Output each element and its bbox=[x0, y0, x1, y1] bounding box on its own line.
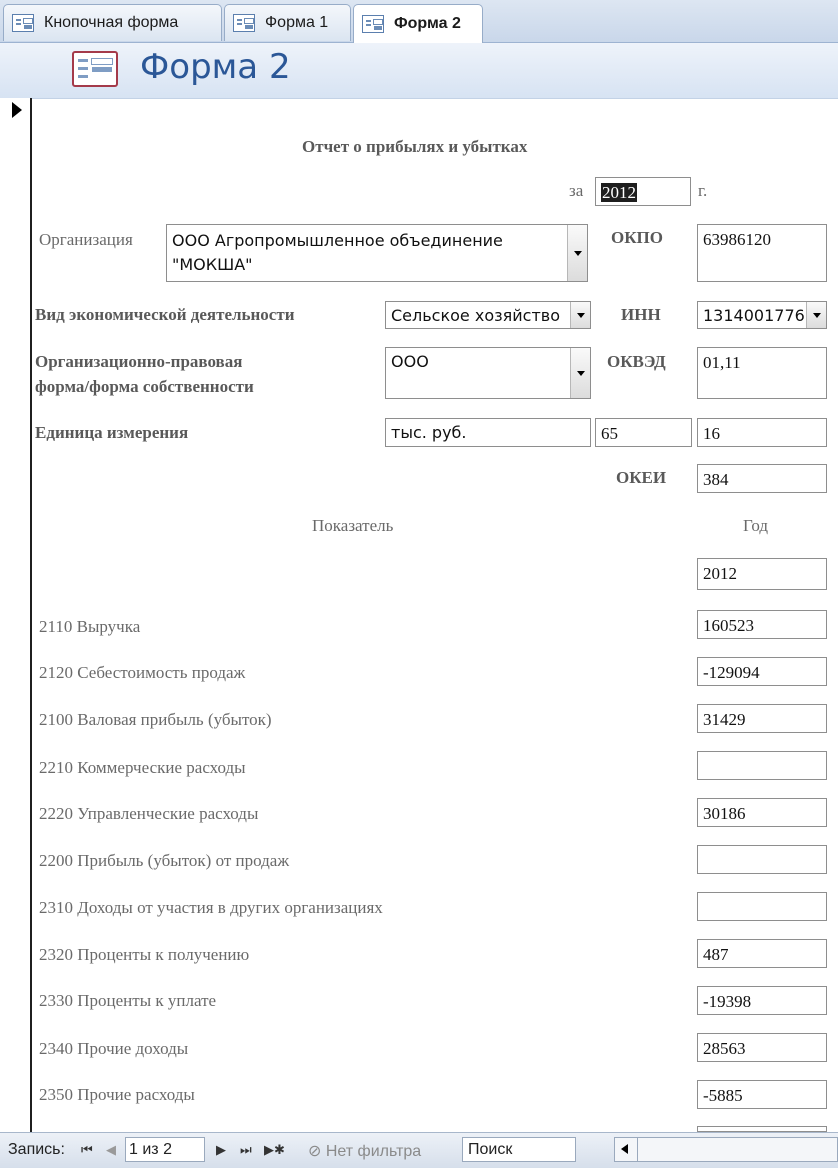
row-label: 2100 Валовая прибыль (убыток) bbox=[39, 710, 272, 729]
row-value-field[interactable]: 31429 bbox=[697, 704, 827, 733]
activity-combobox[interactable]: Сельское хозяйство bbox=[385, 301, 591, 329]
year-column-header: Год bbox=[743, 516, 768, 535]
record-navigation-bar bbox=[0, 1132, 838, 1168]
filter-toggle[interactable]: ⊘ Нет фильтра bbox=[308, 1143, 422, 1160]
filter-icon: ⊘ bbox=[308, 1143, 326, 1160]
okved-label: ОКВЭД bbox=[607, 352, 666, 371]
dropdown-arrow-icon[interactable] bbox=[806, 302, 826, 328]
row-label: 2350 Прочие расходы bbox=[39, 1085, 195, 1104]
form-icon bbox=[12, 14, 34, 32]
next-record-icon[interactable]: ▶ bbox=[216, 1142, 226, 1157]
dropdown-arrow-icon[interactable] bbox=[570, 348, 590, 398]
tab-label: Кнопочная форма bbox=[44, 14, 179, 31]
indicator-column-header: Показатель bbox=[312, 516, 394, 535]
previous-record-icon[interactable]: ◀ bbox=[106, 1142, 116, 1157]
inn-combobox[interactable]: 1314001776 bbox=[697, 301, 827, 329]
document-tab-bar bbox=[0, 0, 838, 43]
unit-code-field[interactable]: 65 bbox=[595, 418, 692, 447]
tab-form-1[interactable] bbox=[224, 4, 351, 41]
okpo-label: ОКПО bbox=[611, 228, 663, 247]
tab-label: Форма 1 bbox=[265, 14, 329, 31]
tab-label: Форма 2 bbox=[394, 15, 461, 32]
row-label: 2220 Управленческие расходы bbox=[39, 804, 259, 823]
record-selector[interactable] bbox=[0, 98, 32, 1132]
form-header bbox=[0, 43, 838, 99]
unit-code2-field[interactable]: 16 bbox=[697, 418, 827, 447]
unit-field[interactable]: тыс. руб. bbox=[385, 418, 591, 447]
row-value-field[interactable]: 160523 bbox=[697, 610, 827, 639]
okei-label: ОКЕИ bbox=[616, 468, 667, 487]
okei-field[interactable]: 384 bbox=[697, 464, 827, 493]
year-column-field[interactable]: 2012 bbox=[697, 558, 827, 590]
row-label: 2110 Выручка bbox=[39, 617, 141, 636]
row-value-field[interactable] bbox=[697, 892, 827, 921]
row-value-field[interactable] bbox=[697, 751, 827, 780]
org-combobox[interactable]: ООО Агропромышленное объединение "МОКША" bbox=[166, 224, 588, 282]
legal-form-combobox[interactable]: ООО bbox=[385, 347, 591, 399]
report-title: Отчет о прибылях и убытках bbox=[302, 137, 528, 156]
okved-field[interactable]: 01,11 bbox=[697, 347, 827, 399]
dropdown-arrow-icon[interactable] bbox=[567, 225, 587, 281]
year-prefix: за bbox=[569, 181, 584, 200]
inn-label: ИНН bbox=[621, 305, 661, 324]
dropdown-arrow-icon[interactable] bbox=[570, 302, 590, 328]
row-value-field[interactable]: 487 bbox=[697, 939, 827, 968]
row-label: 2310 Доходы от участия в других организациях bbox=[39, 898, 383, 917]
last-record-icon[interactable]: ⏭ bbox=[240, 1142, 252, 1157]
row-label: 2200 Прибыль (убыток) от продаж bbox=[39, 851, 290, 870]
row-value-field[interactable]: -19398 bbox=[697, 986, 827, 1015]
current-record-arrow-icon bbox=[12, 102, 22, 118]
current-record-input[interactable]: 1 из 2 bbox=[125, 1137, 205, 1162]
unit-label: Единица измерения bbox=[35, 423, 189, 442]
activity-label: Вид экономической деятельности bbox=[35, 305, 295, 324]
row-value-field[interactable]: -5885 bbox=[697, 1080, 827, 1109]
org-label: Организация bbox=[39, 230, 133, 249]
search-input[interactable]: Поиск bbox=[462, 1137, 576, 1162]
row-label: 2120 Себестоимость продаж bbox=[39, 663, 246, 682]
legal-form-label-line1: Организационно-правовая bbox=[35, 352, 243, 371]
year-suffix: г. bbox=[698, 181, 708, 200]
row-label: 2340 Прочие доходы bbox=[39, 1039, 189, 1058]
form-title: Форма 2 bbox=[140, 47, 291, 87]
horizontal-scrollbar[interactable] bbox=[614, 1137, 838, 1162]
year-input[interactable]: 2012 bbox=[595, 177, 691, 206]
tab-button-form[interactable] bbox=[3, 4, 222, 41]
okpo-field[interactable]: 63986120 bbox=[697, 224, 827, 282]
row-label: 2320 Проценты к получению bbox=[39, 945, 250, 964]
row-label: 2330 Проценты к уплате bbox=[39, 991, 217, 1010]
row-value-field[interactable]: 30186 bbox=[697, 798, 827, 827]
row-value-field[interactable]: -129094 bbox=[697, 657, 827, 686]
scroll-left-icon[interactable] bbox=[615, 1138, 638, 1161]
form-icon bbox=[362, 15, 384, 33]
form-icon bbox=[233, 14, 255, 32]
legal-form-label-line2: форма/форма собственности bbox=[35, 377, 254, 396]
row-value-field[interactable] bbox=[697, 845, 827, 874]
row-label: 2210 Коммерческие расходы bbox=[39, 758, 246, 777]
tab-form-2[interactable] bbox=[353, 4, 483, 43]
record-label: Запись: bbox=[8, 1141, 65, 1158]
row-value-field[interactable]: 28563 bbox=[697, 1033, 827, 1062]
form-icon bbox=[72, 51, 118, 87]
new-record-icon[interactable]: ▶✱ bbox=[264, 1142, 285, 1157]
first-record-icon[interactable]: ⏮ bbox=[81, 1142, 93, 1157]
